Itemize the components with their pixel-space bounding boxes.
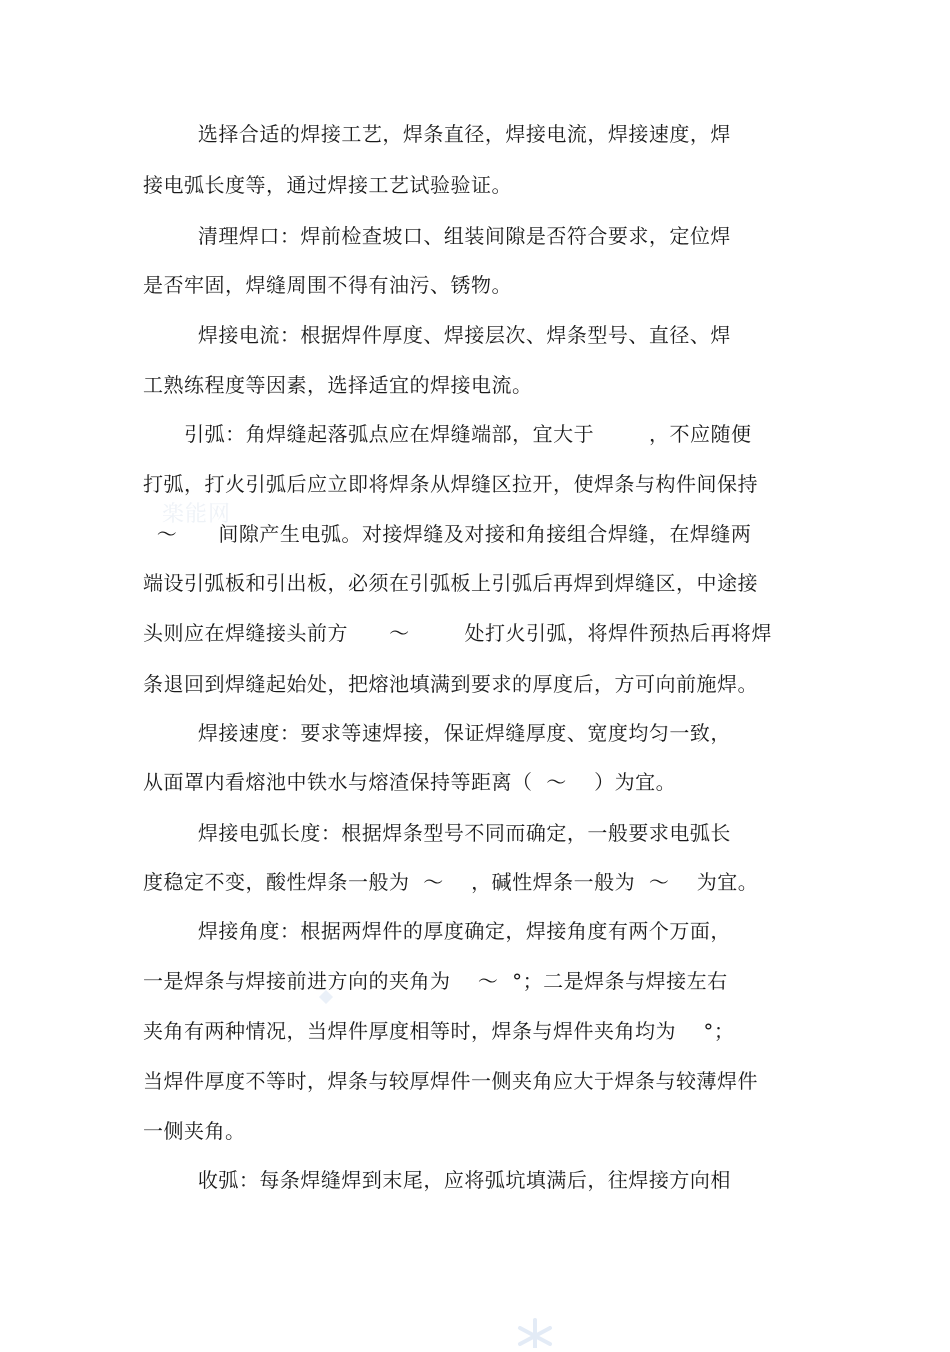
paragraph-line: 头则应在焊缝接头前方 ～ 处打火引弧，将焊件预热后再将焊 xyxy=(143,621,773,645)
paragraph-line: 是否牢固，焊缝周围不得有油污、锈物。 xyxy=(143,273,512,297)
paragraph-line: 工熟练程度等因素，选择适宜的焊接电流。 xyxy=(143,373,533,397)
paragraph-line: 焊接电弧长度：根据焊条型号不同而确定，一般要求电弧长 xyxy=(143,821,731,845)
paragraph-line: 引弧：角焊缝起落弧点应在焊缝端部，宜大于 ，不应随便 xyxy=(143,422,752,446)
paragraph-line: 从面罩内看熔池中铁水与熔渣保持等距离（ ～ ）为宜。 xyxy=(143,770,677,794)
paragraph-line: 端设引弧板和引出板，必须在引弧板上引弧后再焊到焊缝区，中途接 xyxy=(143,571,758,595)
paragraph-line: 一侧夹角。 xyxy=(143,1119,246,1143)
watermark-text: 楽能网 xyxy=(162,502,232,527)
paragraph-line: 焊接电流：根据焊件厚度、焊接层次、焊条型号、直径、焊 xyxy=(143,323,731,347)
paragraph-line: 接电弧长度等，通过焊接工艺试验验证。 xyxy=(143,173,512,197)
paragraph-line: 收弧：每条焊缝焊到末尾，应将弧坑填满后，往焊接方向相 xyxy=(143,1168,731,1192)
paragraph-line: 条退回到焊缝起始处，把熔池填满到要求的厚度后，方可向前施焊。 xyxy=(143,672,758,696)
paragraph-line: 焊接速度：要求等速焊接，保证焊缝厚度、宽度均匀一致， xyxy=(143,721,731,745)
paragraph-line: 焊接角度：根据两焊件的厚度确定，焊接角度有两个万面， xyxy=(143,919,731,943)
paragraph-line: 清理焊口：焊前检查坡口、组装间隙是否符合要求，定位焊 xyxy=(143,224,731,248)
paragraph-line: 一是焊条与焊接前进方向的夹角为 ～ °；二是焊条与焊接左右 xyxy=(143,969,728,993)
paragraph-line: ～ 间隙产生电弧。对接焊缝及对接和角接组合焊缝，在焊缝两 xyxy=(143,522,752,546)
paragraph-line: 打弧，打火引弧后应立即将焊条从焊缝区拉开，使焊条与构件间保持 xyxy=(143,472,758,496)
paragraph-line: 度稳定不变，酸性焊条一般为 ～ ，碱性焊条一般为 ～ 为宜。 xyxy=(143,870,759,894)
paragraph-line: 选择合适的焊接工艺，焊条直径，焊接电流，焊接速度，焊 xyxy=(143,122,731,146)
paragraph-line: 夹角有两种情况，当焊件厚度相等时，焊条与焊件夹角均为 °； xyxy=(143,1019,735,1043)
paragraph-line: 当焊件厚度不等时，焊条与较厚焊件一侧夹角应大于焊条与较薄焊件 xyxy=(143,1069,758,1093)
